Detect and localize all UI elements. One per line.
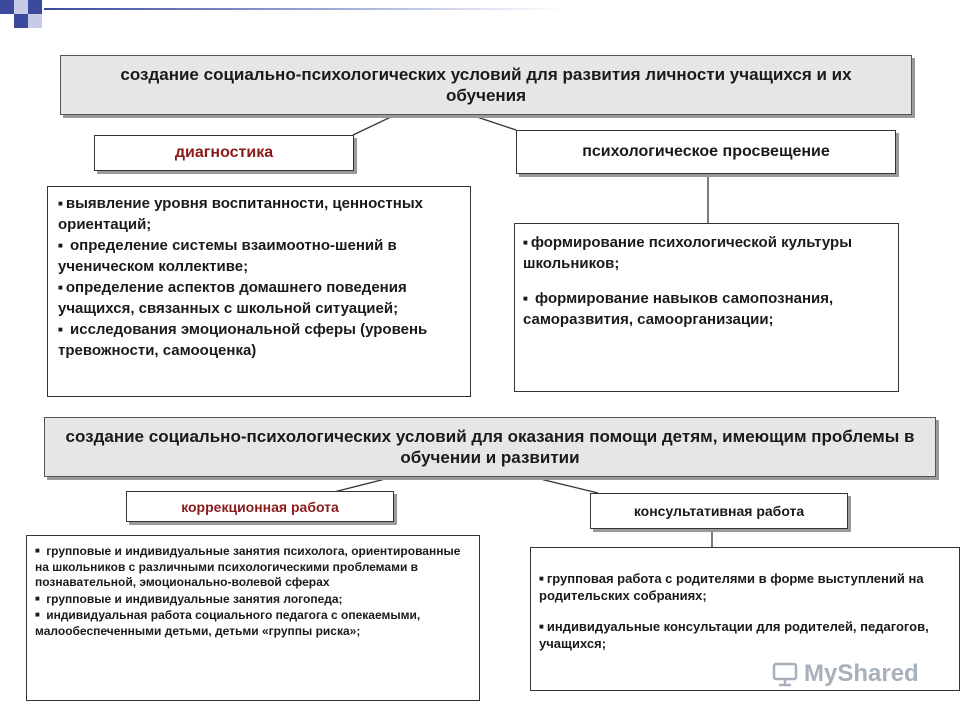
bullet-icon: ■ — [35, 593, 40, 603]
list-item: ■ групповые и индивидуальные занятия логопеда; — [35, 591, 343, 606]
list-item: ■ формирование навыков самопознания, саморазвития, самоорганизации; — [523, 290, 834, 328]
list-item: ■ определение системы взаимоотно-шений в ученическом коллективе; — [58, 237, 397, 275]
bullet-icon: ■ — [58, 241, 63, 250]
bullet-icon: ■ — [539, 622, 544, 631]
consulting-label-text: консультативная работа — [633, 503, 805, 519]
watermark-text: MyShared — [804, 660, 919, 687]
list-item: ■ групповая работа с родителями в форме выступлений на родительских собраниях; — [539, 571, 924, 603]
consulting-label — [590, 493, 848, 529]
bullet-icon: ■ — [35, 610, 40, 619]
presentation-icon — [772, 661, 798, 687]
list-item: ■ исследования эмоциональной сферы (уровень тревожности, самооценка) — [58, 321, 428, 359]
diagnostics-list — [47, 186, 471, 397]
list-item: ■ формирование психологической культуры школьников; — [523, 234, 853, 272]
bullet-icon: ■ — [35, 546, 40, 555]
list-item: ■ групповые и индивидуальные занятия психолога, ориентированные на школьников с различными психологическими проблемами в познавательной, эмоционально-волевой сферах — [35, 544, 461, 589]
psych-education-label — [516, 130, 896, 174]
block2-title — [44, 417, 936, 477]
correction-label — [126, 491, 394, 522]
block1-title — [60, 55, 912, 115]
watermark — [772, 660, 919, 688]
list-item: ■ выявление уровня воспитанности, ценностных ориентаций; — [58, 195, 423, 233]
psych-education-list — [514, 223, 899, 392]
diagnostics-label-text: диагностика — [174, 144, 274, 161]
bullet-icon: ■ — [523, 238, 528, 247]
block1-title-text: создание социально-психологических условий для развития личности учащихся и их обучения — [120, 65, 852, 105]
correction-label-text: коррекционная работа — [181, 498, 339, 515]
bullet-icon: ■ — [523, 294, 528, 303]
block2-title-text: создание социально-психологических условий для оказания помощи детям, имеющим проблемы в обучении и развитии — [65, 427, 915, 467]
diagnostics-label — [94, 135, 354, 171]
correction-list — [26, 535, 480, 701]
list-item: ■ индивидуальная работа социального педагога с опекаемыми, малообеспеченными детьми, детьми «группы риска»; — [35, 608, 421, 638]
list-item: ■ индивидуальные консультации для родителей, педагогов, учащихся; — [539, 619, 929, 651]
bullet-icon: ■ — [58, 283, 63, 292]
psych-education-label-text: психологическое просвещение — [582, 143, 830, 160]
bullet-icon: ■ — [58, 325, 63, 334]
list-item: ■ определение аспектов домашнего поведения учащихся, связанных с школьной ситуацией; — [58, 279, 407, 317]
bullet-icon: ■ — [58, 199, 63, 208]
bullet-icon: ■ — [539, 574, 544, 583]
